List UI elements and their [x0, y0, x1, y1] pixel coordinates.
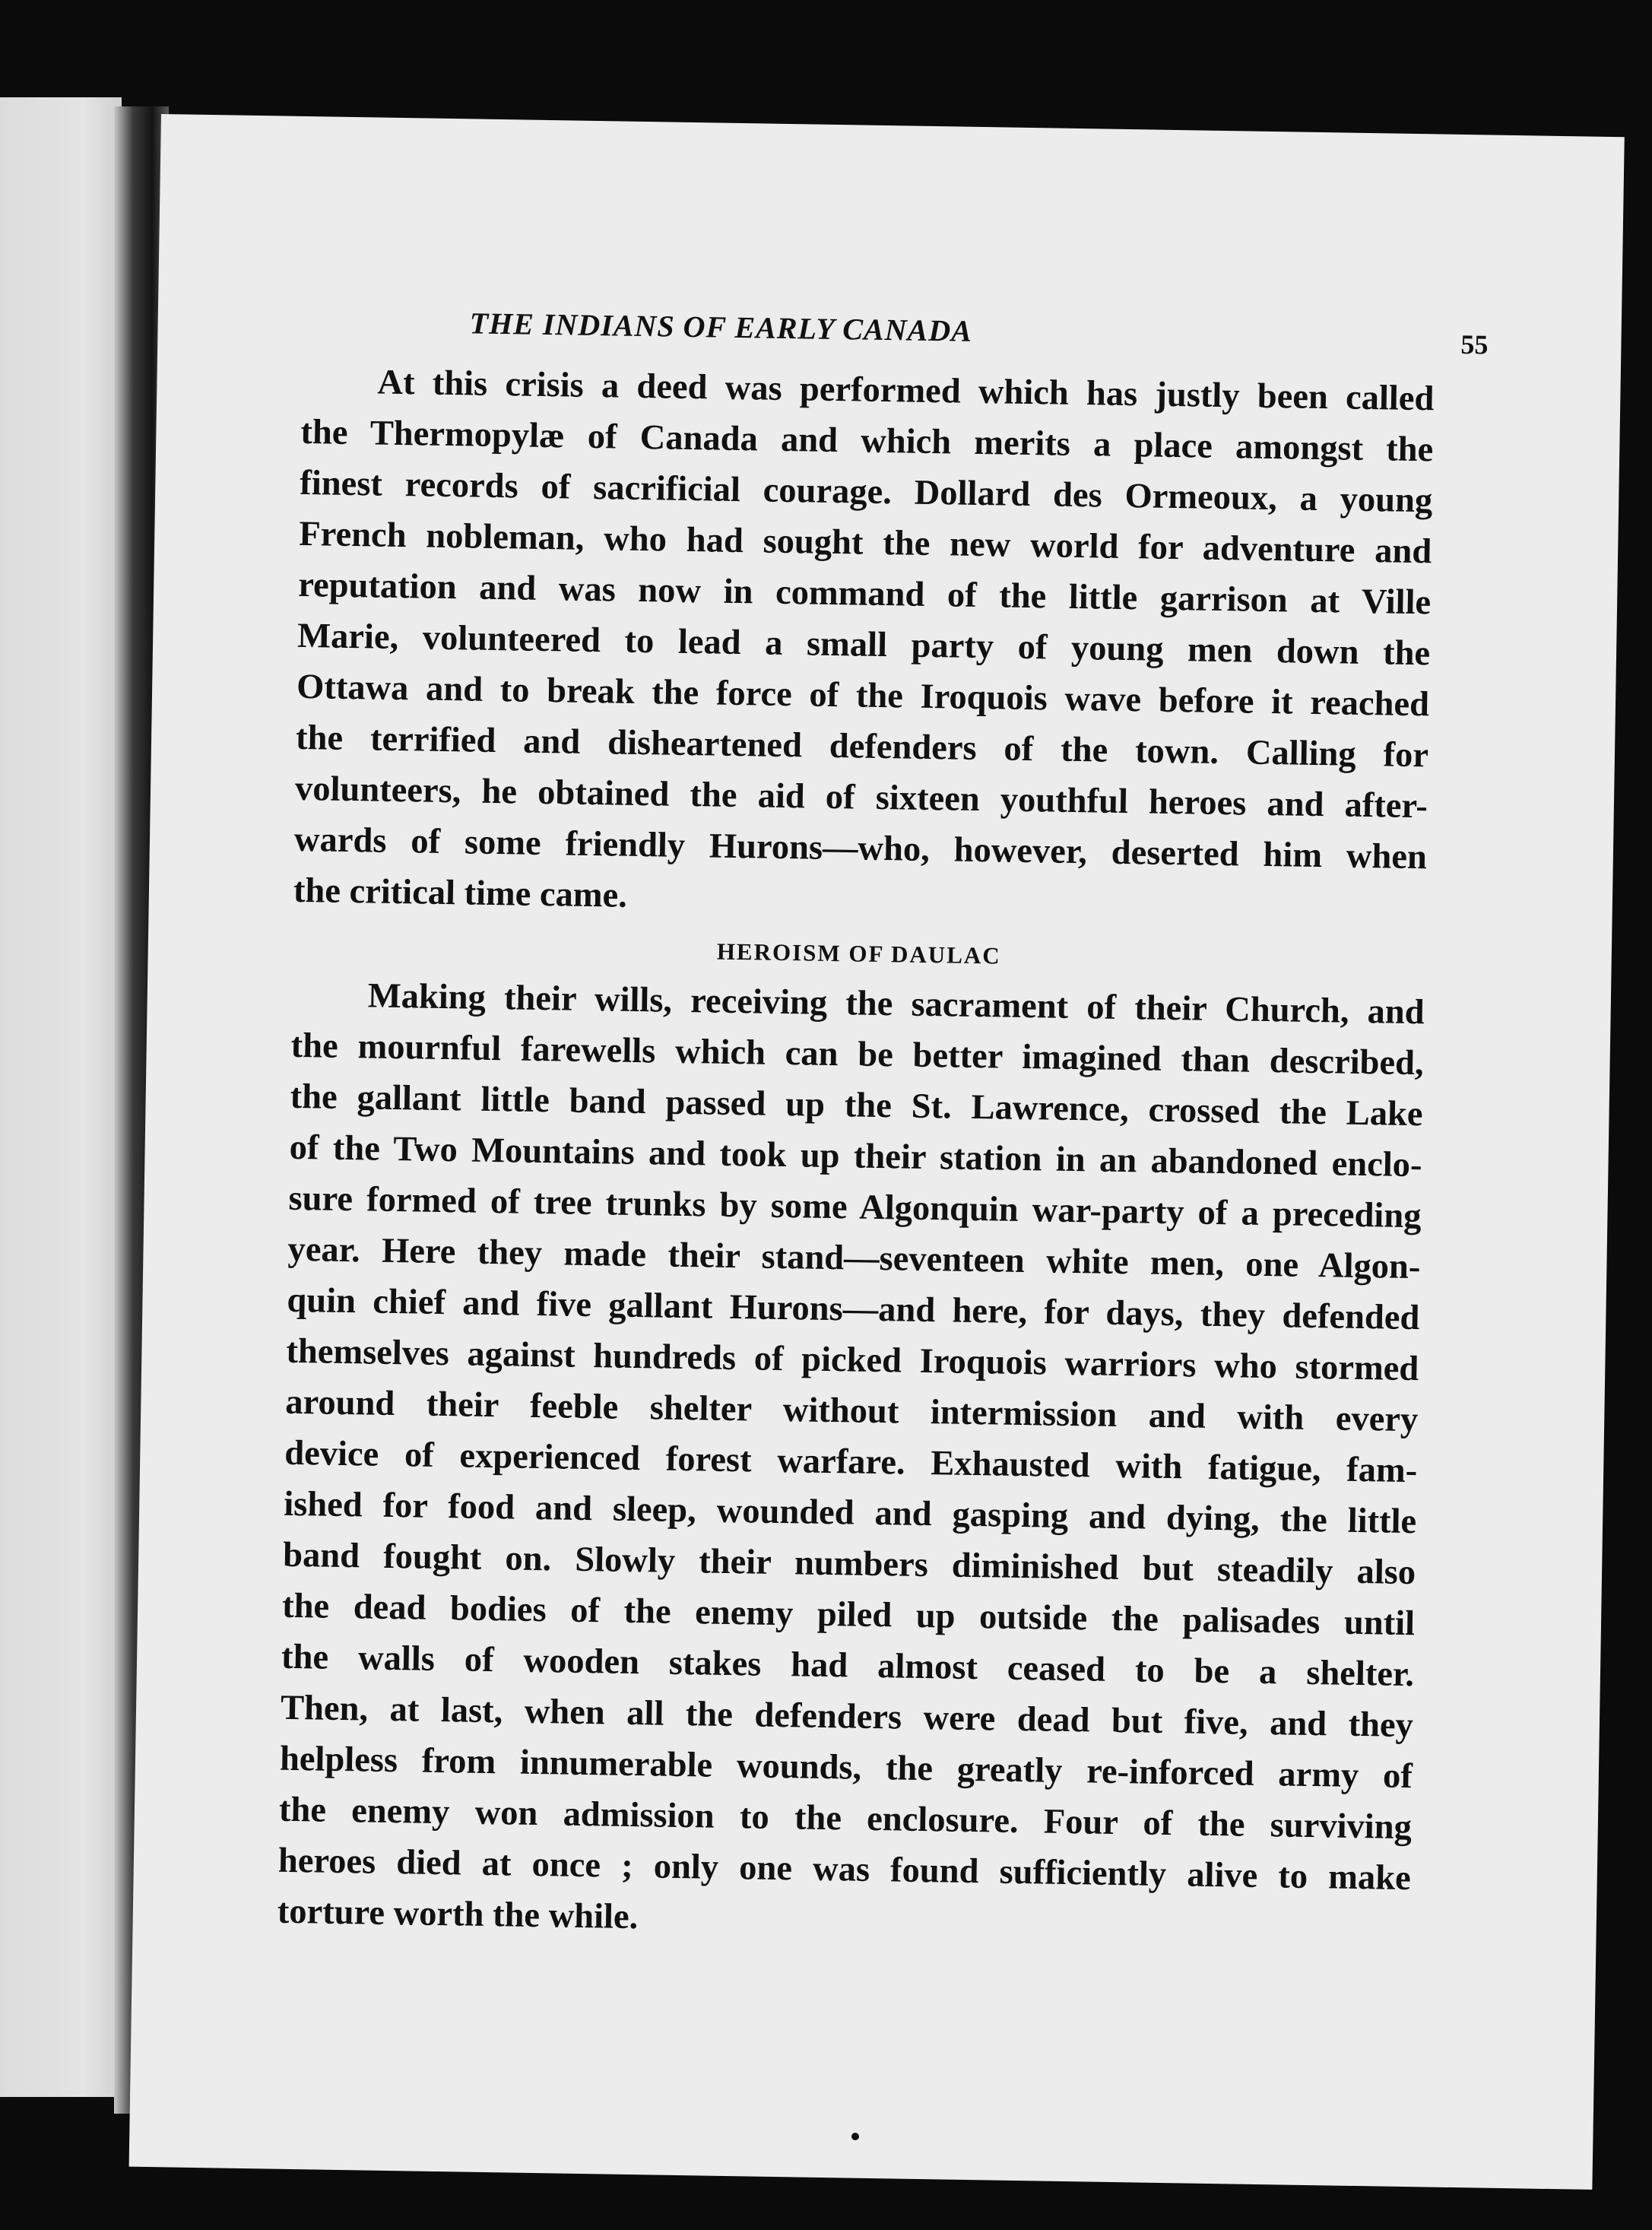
text-line: Ottawa and to break the force of the Iroquois wave before it reached: [296, 667, 1430, 725]
text-line: device of experienced forest warfare. Exhausted with fatigue, fam-: [284, 1433, 1418, 1491]
text-line: the gallant little band passed up the St. Lawrence, crossed the Lake: [290, 1077, 1423, 1134]
text-line: Then, at last, when all the defenders were dead but five, and they: [280, 1688, 1414, 1746]
text-line: volunteers, he obtained the aid of sixteen youthful heroes and after-: [294, 769, 1428, 826]
text-line: torture worth the while.: [277, 1892, 639, 1937]
page-number: 55: [1460, 328, 1489, 360]
text-line: quin chief and five gallant Hurons—and here, for days, they defended: [287, 1280, 1420, 1338]
text-line: wards of some friendly Hurons—who, however, deserted him when: [293, 820, 1428, 877]
text-line: heroes died at once ; only one was found sufficiently alive to make: [277, 1841, 1412, 1899]
section-heading: HEROISM OF DAULAC: [716, 937, 1001, 969]
text-line: At this crisis a deed was performed which has justly been called: [377, 363, 1435, 419]
text-line: around their feeble shelter without intermission and with every: [285, 1382, 1419, 1440]
text-line: themselves against hundreds of picked Iroquois warriors who stormed: [286, 1331, 1419, 1389]
paragraph-dollard: [293, 356, 1434, 934]
text-line: helpless from innumerable wounds, the greatly re-inforced army of: [279, 1739, 1413, 1797]
text-line: of the Two Mountains and took up their station in an abandoned enclo-: [289, 1128, 1422, 1185]
text-line: band fought on. Slowly their numbers diminished but steadily also: [282, 1535, 1416, 1593]
text-line: French nobleman, who had sought the new world for adventure and: [298, 514, 1432, 572]
text-line: the dead bodies of the enemy piled up outside the palisades until: [281, 1586, 1416, 1644]
text-line: ished for food and sleep, wounded and gasping and dying, the little: [283, 1484, 1417, 1542]
text-line: the terrified and disheartened defenders of the town. Calling for: [295, 718, 1429, 776]
running-head-title: THE INDIANS OF EARLY CANADA: [469, 306, 973, 348]
scan-speck: [851, 2133, 859, 2140]
text-line: reputation and was now in command of the little garrison at Ville: [297, 565, 1432, 623]
text-line: the critical time came.: [293, 871, 628, 915]
text-line: the walls of wooden stakes had almost ceased to be a shelter.: [281, 1637, 1415, 1695]
book-page: [129, 114, 1625, 2190]
text-line: sure formed of tree trunks by some Algonquin war-party of a preceding: [288, 1178, 1422, 1236]
text-line: year. Here they made their stand—seventeen white men, one Algon-: [287, 1229, 1421, 1287]
facing-page-edge: [0, 97, 122, 2097]
page-text-block: [277, 303, 1489, 1955]
text-line: Marie, volunteered to lead a small party of young men down the: [296, 616, 1431, 674]
paragraph-heroism: [277, 969, 1425, 1955]
text-line: the Thermopylæ of Canada and which merits a place amongst the: [300, 412, 1434, 470]
text-line: finest records of sacrificial courage. Dollard des Ormeoux, a young: [299, 463, 1433, 521]
text-line: Making their wills, receiving the sacrament of their Church, and: [367, 976, 1425, 1033]
text-line: the enemy won admission to the enclosure. Four of the surviving: [278, 1790, 1413, 1848]
text-line: the mournful farewells which can be better imagined than described,: [290, 1026, 1424, 1083]
